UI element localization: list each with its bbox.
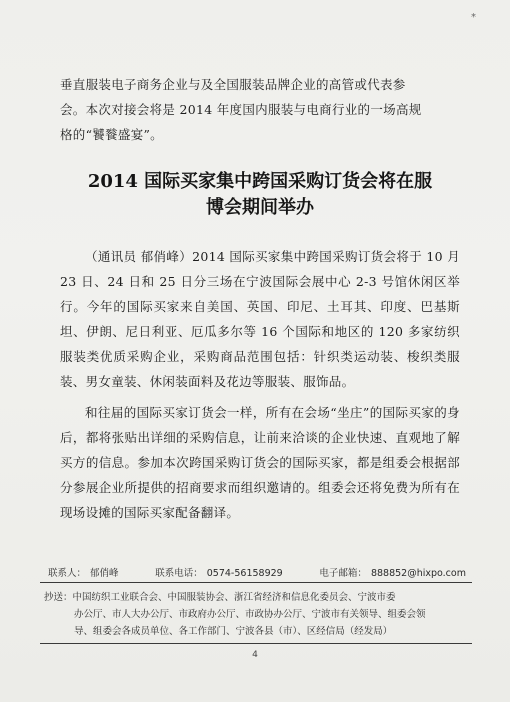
intro-paragraph [60,72,460,147]
article-body [60,244,460,525]
divider [40,582,472,583]
divider [40,643,472,644]
contact-row [48,565,466,579]
corner-mark: * [471,12,476,23]
intro-line: 会。本次对接会将是 2014 年度国内服装与电商行业的一场高规 [60,102,422,117]
cc-line: 抄送：中国纺织工业联合会、中国服装协会、浙江省经济和信息化委员会、宁波市委 [44,592,396,603]
contact-person [48,565,119,579]
contact-name: 郁俏峰 [90,568,119,579]
cc-line: 导、组委会各成员单位、各工作部门、宁波各县（市）、区经信局（经发局） [74,626,393,637]
email-value: 888852@hixpo.com [370,568,466,579]
intro-line: 垂直服装电子商务企业与及全国服装品牌企业的高管或代表参 [60,77,406,92]
body-paragraph: （通讯员 郁俏峰）2014 国际买家集中跨国采购订货会将于 10 月 23 日、24 日和 25 日分三场在宁波国际会展中心 2-3 号馆休闲区举行。今年的国际买家来自美国、英国、印尼、土耳其、印度、巴基斯坦、伊朗、尼日利亚、厄瓜多尔等 16 个国际和地区的 120 多家纺织服装类优质采购企业，采购商品范围包括：针织类运动装、梭织类服装、男女童装、休闲装面料及花边等服装、服饰品。 [60,249,460,389]
article-title [60,169,460,221]
title-line: 2014 国际买家集中跨国采购订货会将在服 [87,171,433,192]
contact-phone [155,565,282,579]
cc-list [44,589,470,640]
phone-label: 联系电话： [155,568,203,579]
contact-label: 联系人： [48,568,87,579]
title-line: 博会期间举办 [206,197,314,218]
cc-line: 办公厅、市人大办公厅、市政府办公厅、市政协办公厅、宁波市有关领导、组委会领 [74,609,426,620]
intro-line: 格的“饕餮盛宴”。 [60,127,163,142]
contact-email [319,565,466,579]
body-paragraph: 和往届的国际买家订货会一样，所有在会场“坐庄”的国际买家的身后，都将张贴出详细的采购信息，让前来洽谈的企业快速、直观地了解买方的信息。参加本次跨国采购订货会的国际买家，都是组委会根据部分参展企业所提供的招商要求而组织邀请的。组委会还将免费为所有在现场设摊的国际买家配备翻译。 [60,405,460,520]
page-number: 4 [252,650,258,660]
phone-value: 0574-56158929 [206,568,283,579]
email-label: 电子邮箱： [319,568,367,579]
